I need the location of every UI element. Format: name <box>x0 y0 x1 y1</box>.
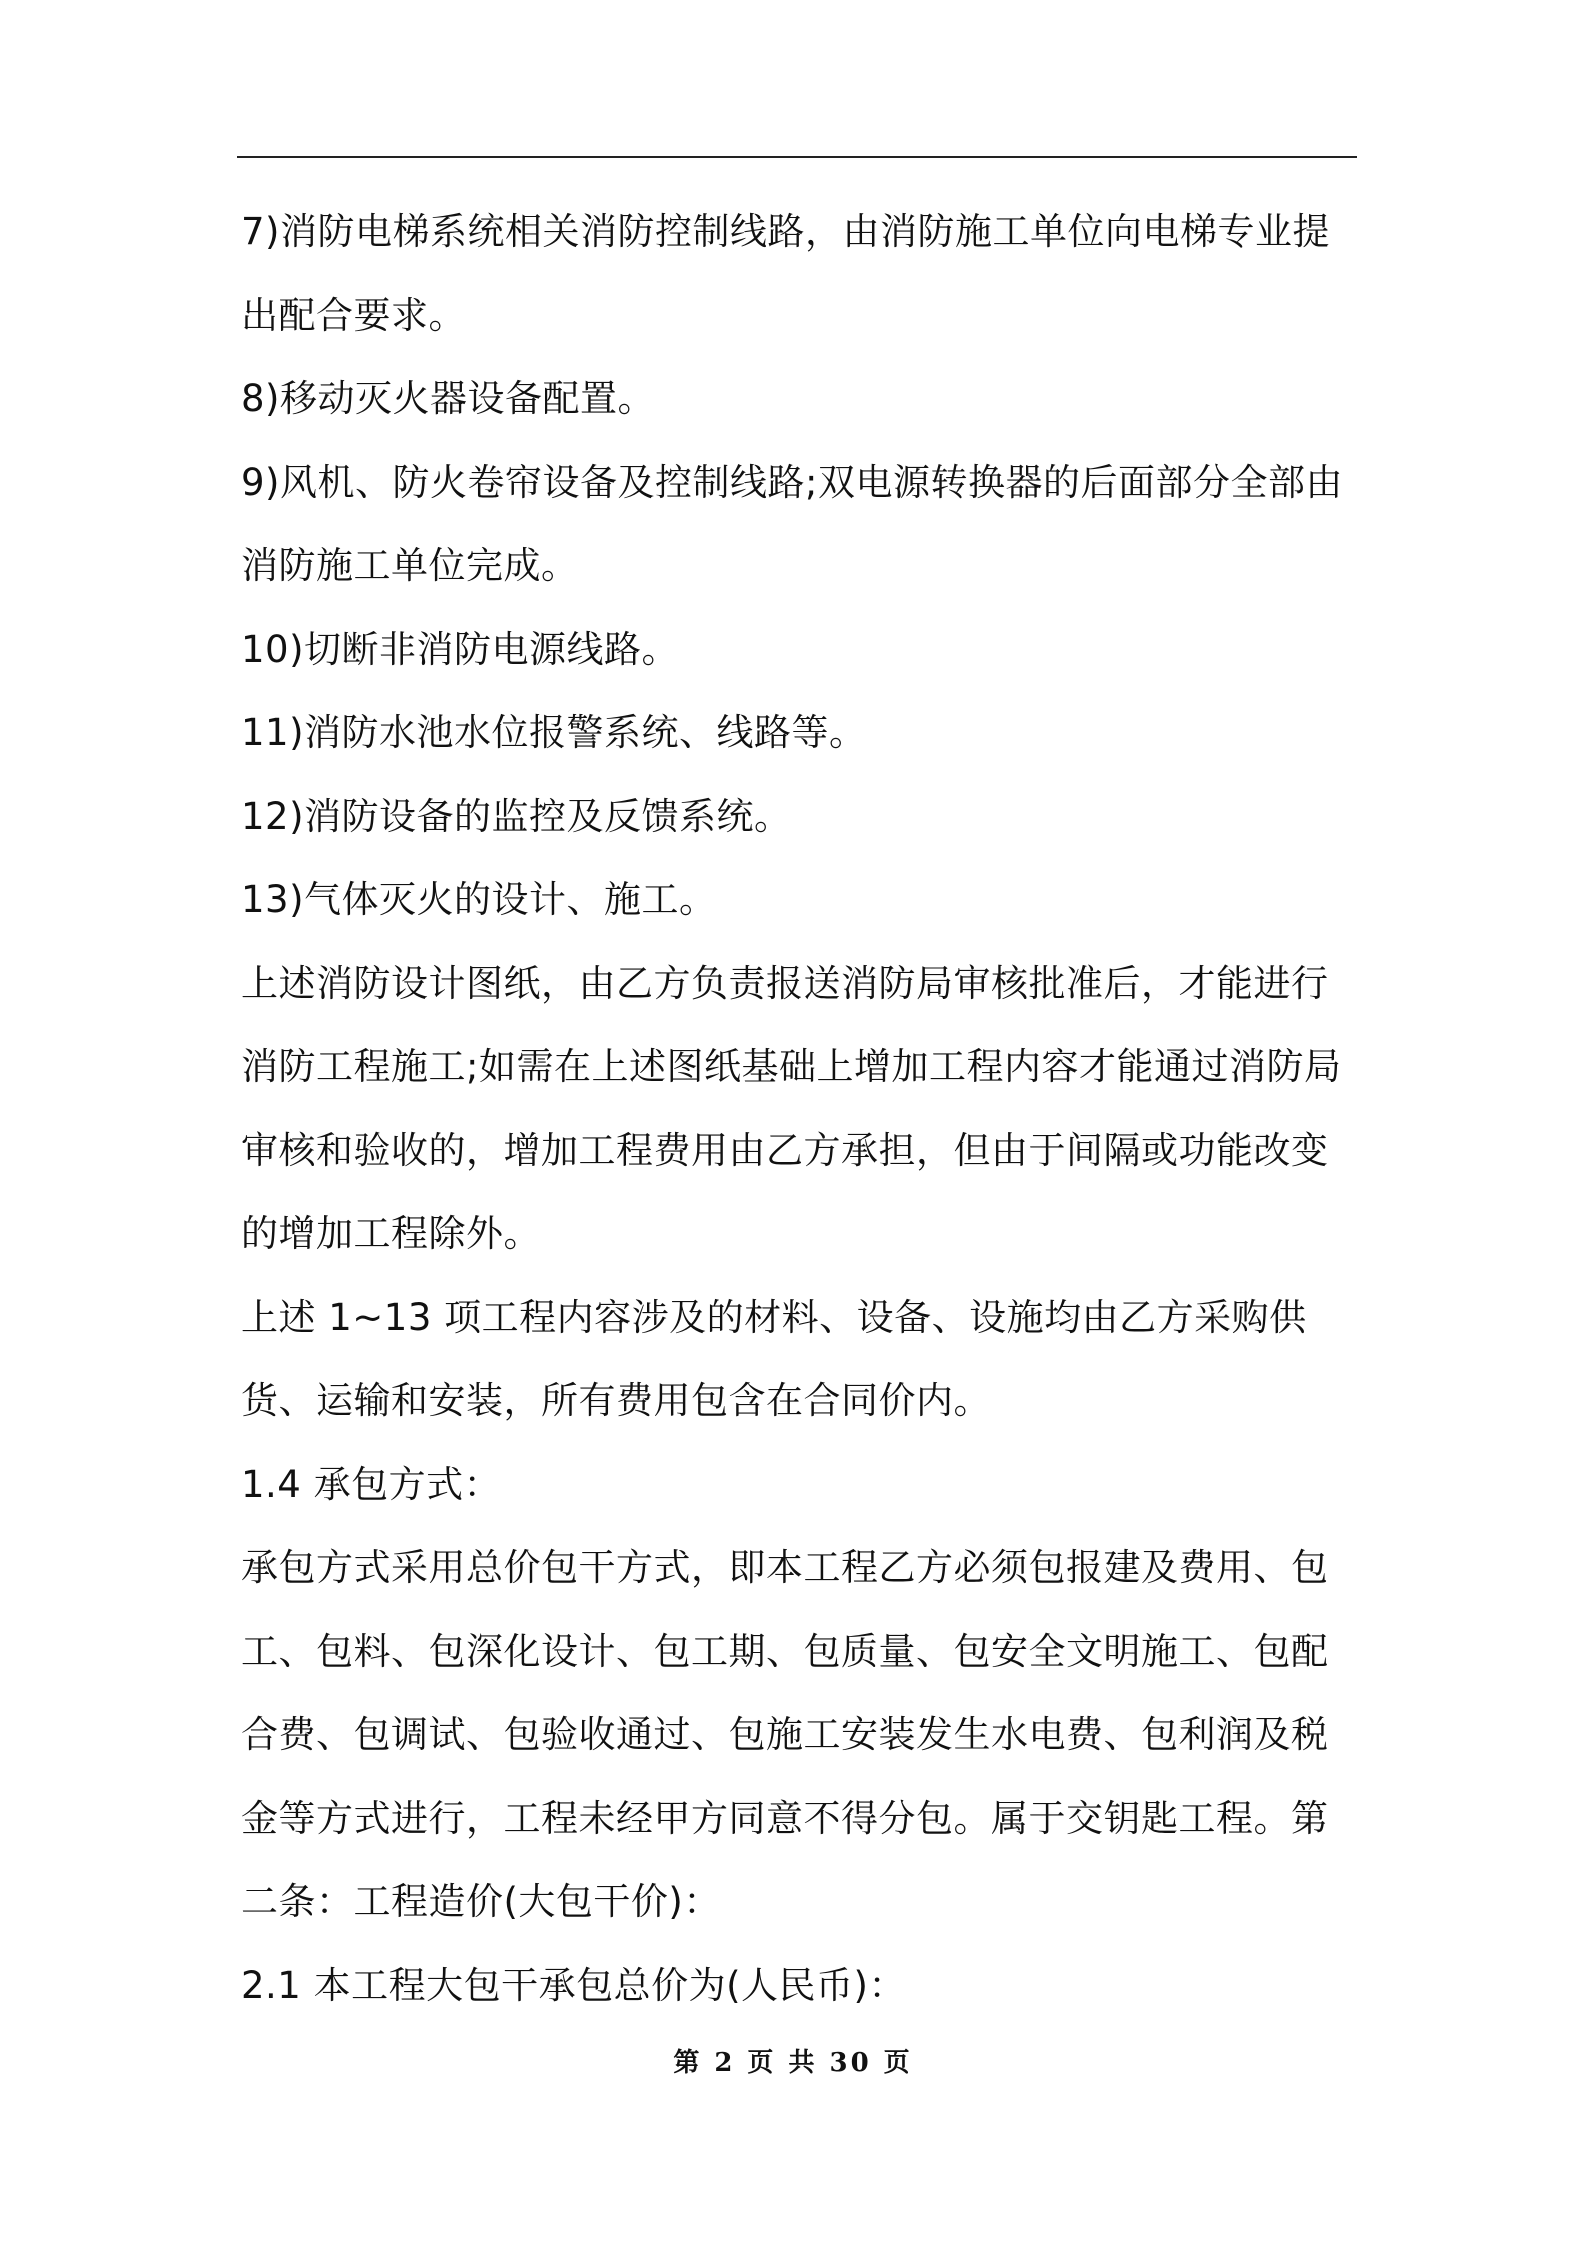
paragraph-item-11: 11)消防水池水位报警系统、线路等。 <box>241 711 867 754</box>
paragraph-item-8: 8)移动灭火器设备配置。 <box>241 377 655 420</box>
paragraph-item-13: 13)气体灭火的设计、施工。 <box>241 878 717 921</box>
paragraph-item-10: 10)切断非消防电源线路。 <box>241 627 680 671</box>
paragraph-contract-method: 承包方式采用总价包干方式，即本工程乙方必须包报建及费用、包工、包料、包深化设计、包工期、包质量、包安全文明施工、包配合费、包调试、包验收通过、包施工安装发生水电费、包利润及税金等方式进行，工程未经甲方同意不得分包。属于交钥匙工程。第二条：工程造价(大包干价)： <box>241 1546 1329 1923</box>
paragraph-item-7: 7)消防电梯系统相关消防控制线路，由消防施工单位向电梯专业提出配合要求。 <box>241 210 1330 337</box>
paragraph-item-12: 12)消防设备的监控及反馈系统。 <box>241 794 792 838</box>
footer-suffix: 页 <box>883 2048 913 2078</box>
footer-prefix: 第 <box>673 2048 703 2078</box>
section-heading-2-1: 2.1 本工程大包干承包总价为(人民币)： <box>241 1963 906 2007</box>
page-footer <box>0 2042 1586 2079</box>
paragraph-item-9: 9)风机、防火卷帘设备及控制线路;双电源转换器的后面部分全部由消防施工单位完成。 <box>241 460 1343 587</box>
paragraph-drawing-approval: 上述消防设计图纸，由乙方负责报送消防局审核批准后，才能进行消防工程施工;如需在上述图纸基础上增加工程内容才能通过消防局审核和验收的，增加工程费用由乙方承担，但由于间隔或功能改变的增加工程除外。 <box>241 961 1342 1255</box>
header-rule <box>237 156 1357 158</box>
footer-current-page: 2 <box>714 2048 736 2078</box>
footer-middle: 页 共 <box>747 2048 818 2078</box>
section-heading-1-4: 1.4 承包方式： <box>241 1462 502 1506</box>
footer-total-pages: 30 <box>829 2048 872 2078</box>
document-body <box>241 190 1356 2027</box>
paragraph-materials-scope: 上述 1~13 项工程内容涉及的材料、设备、设施均由乙方采购供货、运输和安装，所有费用包含在合同价内。 <box>241 1295 1307 1422</box>
